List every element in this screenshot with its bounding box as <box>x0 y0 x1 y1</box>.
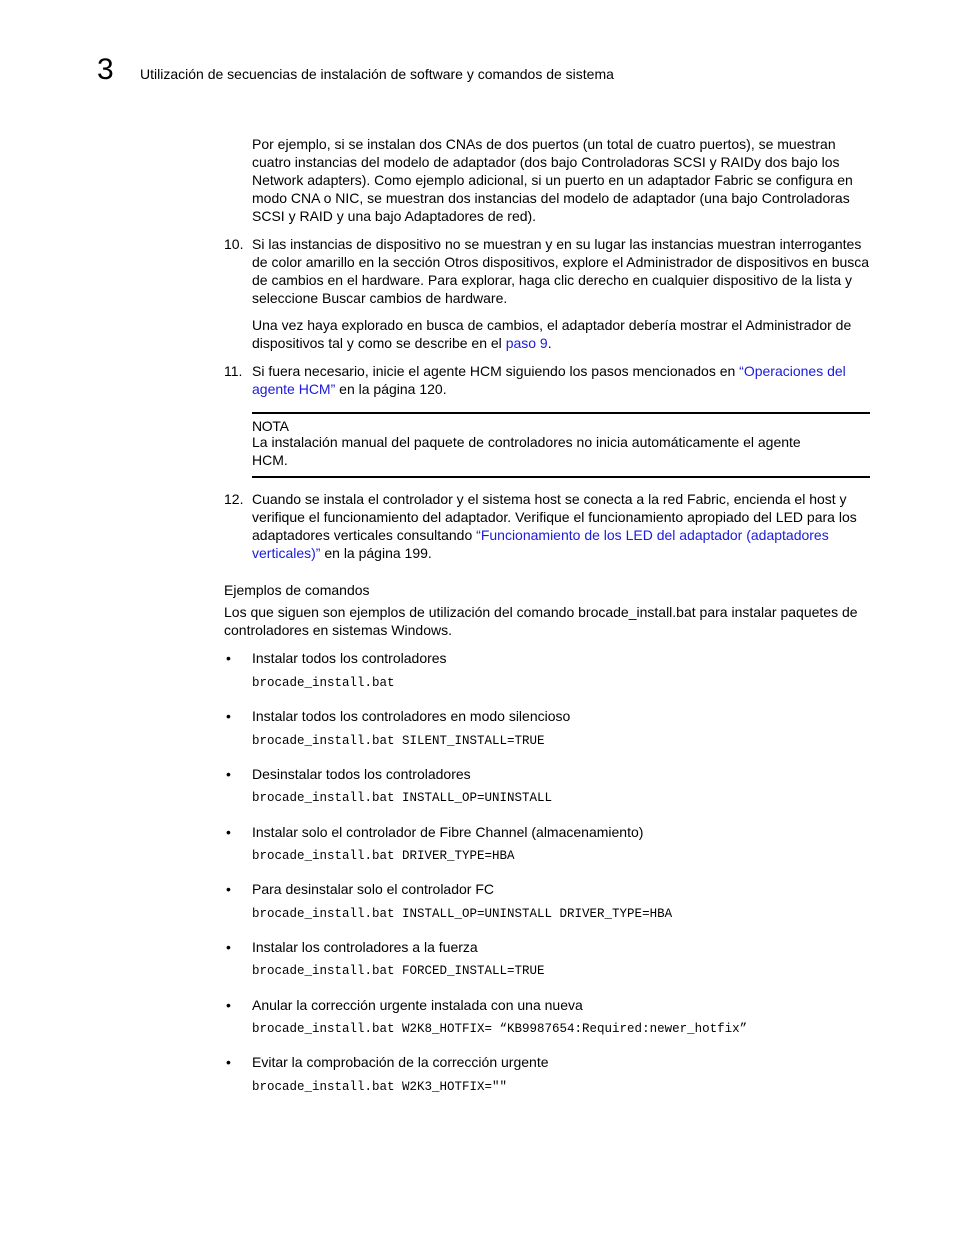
note-bottom-rule <box>252 476 870 478</box>
example-command: brocade_install.bat DRIVER_TYPE=HBA <box>252 849 515 863</box>
step-12-text: Cuando se instala el controlador y el sistema host se conecta a la red Fabric, encienda el host y verifique el funcionamiento del adaptador. Verifique el funcionamiento apropiado del LED para los adaptadores verticales consultando “Funcionamiento de los LED del adaptador (adaptadores verticales)” en la página 199. <box>252 491 857 561</box>
example-command: brocade_install.bat W2K8_HOTFIX= “KB9987654:Required:newer_hotfix” <box>252 1022 748 1036</box>
bullet-icon: • <box>226 650 231 666</box>
step-9-link[interactable]: paso 9 <box>505 335 548 351</box>
example-command: brocade_install.bat W2K3_HOTFIX="" <box>252 1080 508 1094</box>
example-command: brocade_install.bat FORCED_INSTALL=TRUE <box>252 964 545 978</box>
bullet-icon: • <box>226 766 231 782</box>
example-label: Instalar todos los controladores en modo silencioso <box>252 708 571 724</box>
example-label: Para desinstalar solo el controlador FC <box>252 881 495 897</box>
step-11-text: Si fuera necesario, inicie el agente HCM siguiendo los pasos mencionados en “Operaciones del agente HCM” en la página 120. <box>252 363 846 397</box>
intro-paragraph: Por ejemplo, si se instalan dos CNAs de dos puertos (un total de cuatro puertos), se muestran cuatro instancias del modelo de adaptador (dos bajo Controladoras SCSI y RAIDy dos bajo los Network adapters). Como ejemplo adicional, si un puerto en un adaptador Fabric se configura en modo CNA o NIC, se muestran dos instancias del modelo de adaptador (una bajo Controladoras SCSI y RAID y una bajo Adaptadores de red). <box>252 136 853 224</box>
example-label: Evitar la comprobación de la corrección urgente <box>252 1054 549 1070</box>
chapter-title: Utilización de secuencias de instalación de software y comandos de sistema <box>140 66 614 82</box>
examples-intro: Los que siguen son ejemplos de utilización del comando brocade_install.bat para instalar paquetes de controladores en sistemas Windows. <box>224 604 858 638</box>
example-label: Desinstalar todos los controladores <box>252 766 471 782</box>
bullet-icon: • <box>226 881 231 897</box>
example-label: Anular la corrección urgente instalada con una nueva <box>252 997 583 1013</box>
chapter-number: 3 <box>97 53 114 86</box>
led-operation-link[interactable]: “Funcionamiento de los LED del adaptador (adaptadores verticales)” <box>252 527 829 561</box>
note-top-rule <box>252 412 870 414</box>
step-12-number: 12. <box>224 491 244 507</box>
example-label: Instalar los controladores a la fuerza <box>252 939 478 955</box>
example-command: brocade_install.bat INSTALL_OP=UNINSTALL DRIVER_TYPE=HBA <box>252 907 673 921</box>
hcm-agent-operations-link[interactable]: “Operaciones del agente HCM” <box>252 363 846 397</box>
step-10-followup: Una vez haya explorado en busca de cambios, el adaptador debería mostrar el Administrador de dispositivos tal y como se describe en el paso 9. <box>252 317 852 351</box>
bullet-icon: • <box>226 824 231 840</box>
example-label: Instalar todos los controladores <box>252 650 447 666</box>
step-10-text: Si las instancias de dispositivo no se muestran y en su lugar las instancias muestran interrogantes de color amarillo en la sección Otros dispositivos, explore el Administrador de dispositivos en busca de cambios en el hardware. Para explorar, haga clic derecho en cualquier dispositivo de la lista y seleccione Buscar cambios de hardware. <box>252 236 870 306</box>
bullet-icon: • <box>226 997 231 1013</box>
step-11-number: 11. <box>224 363 243 379</box>
step-10-number: 10. <box>224 236 244 252</box>
example-command: brocade_install.bat <box>252 676 395 690</box>
bullet-icon: • <box>226 708 231 724</box>
note-heading: NOTA <box>252 418 289 434</box>
example-command: brocade_install.bat SILENT_INSTALL=TRUE <box>252 734 545 748</box>
note-text: La instalación manual del paquete de controladores no inicia automáticamente el agente HCM. <box>252 434 801 468</box>
example-command: brocade_install.bat INSTALL_OP=UNINSTALL <box>252 791 553 805</box>
bullet-icon: • <box>226 939 231 955</box>
example-label: Instalar solo el controlador de Fibre Channel (almacenamiento) <box>252 824 644 840</box>
bullet-icon: • <box>226 1054 231 1070</box>
examples-heading: Ejemplos de comandos <box>224 582 370 598</box>
